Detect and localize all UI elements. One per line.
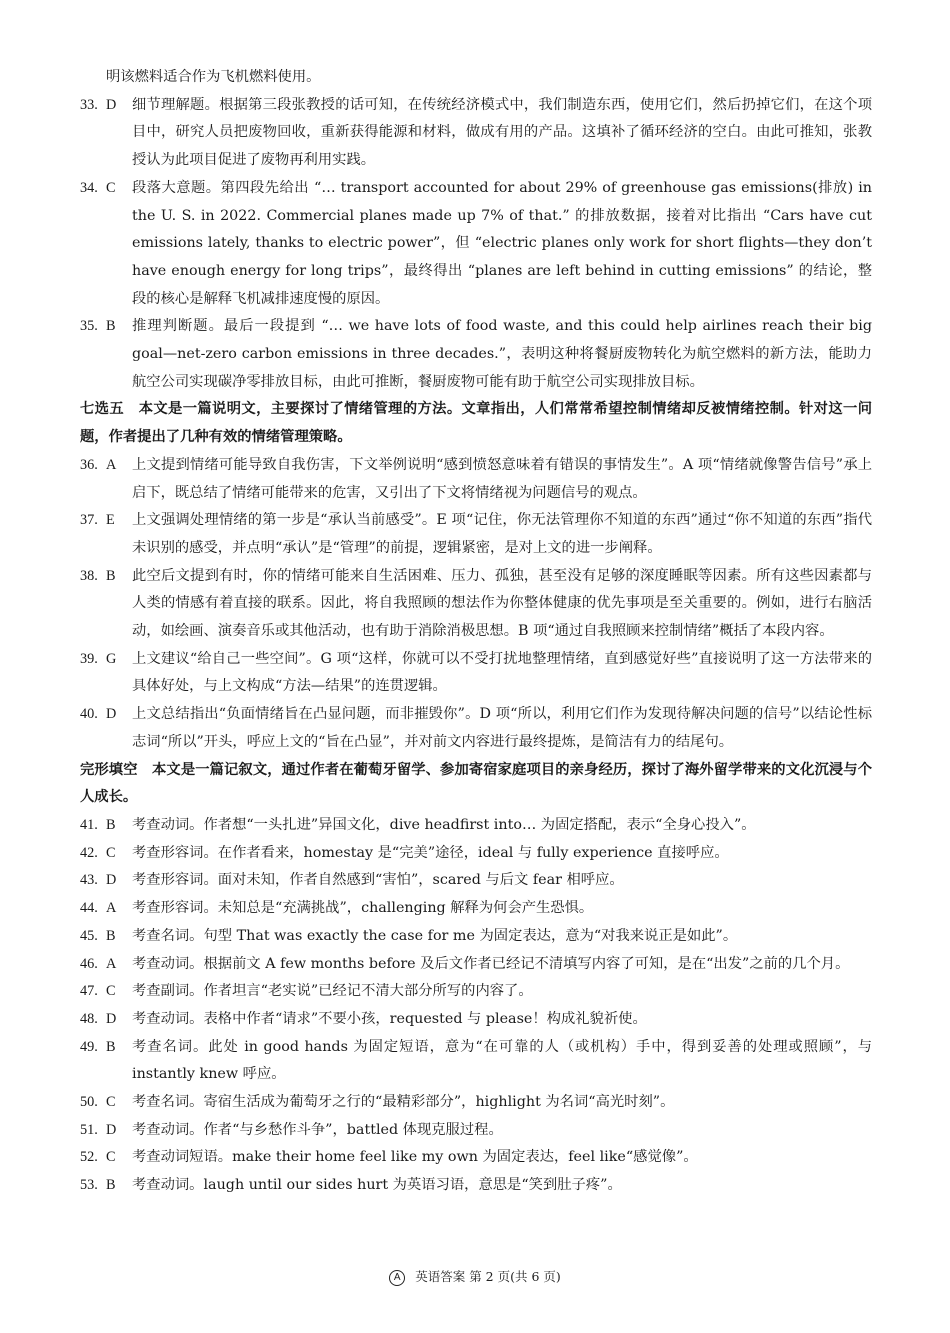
answer-item bbox=[80, 1034, 872, 1089]
answer-explanation: 考查动词。表格中作者“请求”不要小孩，requested 与 please！构成礼貌祈使。 bbox=[132, 1010, 647, 1027]
question-number: 37. bbox=[80, 512, 98, 529]
answer-explanation: 考查动词。laugh until our sides hurt 为英语习语，意思是“笑到肚子疼”。 bbox=[132, 1177, 622, 1194]
answer-letter: B bbox=[106, 1177, 116, 1194]
answer-letter: B bbox=[106, 927, 116, 944]
answer-letter: A bbox=[106, 900, 117, 917]
question-number: 48. bbox=[80, 1010, 98, 1027]
answer-letter: A bbox=[106, 456, 117, 473]
answer-letter: D bbox=[106, 872, 117, 889]
answer-item bbox=[80, 951, 872, 979]
answer-letter: C bbox=[106, 1149, 116, 1166]
answer-explanation: 推理判断题。最后一段提到 “… we have lots of food waste, and this could help airlines reach their big goal—net-zero carbon emissions in three decades.”，表明这种将餐厨废物转化为航空燃料的新方法，能助力航空公司实现碳净零排放目标，由此可推断，餐厨废物可能有助于航空公司实现排放目标。 bbox=[132, 318, 872, 390]
answer-item bbox=[80, 175, 872, 314]
question-number: 47. bbox=[80, 983, 98, 1000]
question-number: 53. bbox=[80, 1177, 98, 1194]
cloze-answers bbox=[80, 812, 872, 1200]
answer-item bbox=[80, 1117, 872, 1145]
answer-item bbox=[80, 1006, 872, 1034]
page-footer bbox=[0, 1269, 950, 1286]
question-number: 33. bbox=[80, 96, 98, 113]
answer-explanation: 考查形容词。未知总是“充满挑战”，challenging 解释为何会产生恐惧。 bbox=[132, 900, 594, 917]
question-number: 40. bbox=[80, 706, 98, 723]
answer-explanation: 考查副词。作者坦言“老实说”已经记不清大部分所写的内容了。 bbox=[132, 983, 533, 1000]
question-number: 50. bbox=[80, 1094, 98, 1111]
answer-item bbox=[80, 1089, 872, 1117]
answer-letter: B bbox=[106, 318, 116, 335]
question-number: 45. bbox=[80, 927, 98, 944]
answer-letter: D bbox=[106, 1121, 117, 1138]
answer-explanation: 此空后文提到有时，你的情绪可能来自生活困难、压力、孤独，甚至没有足够的深度睡眠等因素。所有这些因素都与人类的情感有着直接的联系。因此，将自我照顾的想法作为你整体健康的优先事项是至关重要的。例如，进行右脑活动，如绘画、演奏音乐或其他活动，也有助于消除消极思想。B 项“通过自我照顾来控制情绪”概括了本段内容。 bbox=[132, 567, 872, 640]
answer-explanation: 段落大意题。第四段先给出 “… transport accounted for about 29% of greenhouse gas emissions(排放) in the U. S. in 2022. Commercial planes made up 7% of that.” 的排放数据，接着对比指出 “Cars have cut emissions lately, thanks to electric power”，但 “electric planes only work for short flights—they don’t have enough energy for long trips”，最终得出 “planes are left behind in cutting emissions” 的结论，整段的核心是解释飞机减排速度慢的原因。 bbox=[132, 179, 872, 307]
answer-item bbox=[80, 507, 872, 562]
question-number: 39. bbox=[80, 650, 98, 667]
question-number: 42. bbox=[80, 844, 98, 861]
answer-letter: C bbox=[106, 844, 116, 861]
question-number: 46. bbox=[80, 955, 98, 972]
answer-letter: C bbox=[106, 983, 116, 1000]
answer-letter: D bbox=[106, 96, 117, 113]
answer-letter: A bbox=[106, 955, 117, 972]
answer-item bbox=[80, 1172, 872, 1200]
question-number: 43. bbox=[80, 872, 98, 889]
answer-item bbox=[80, 563, 872, 646]
answer-item bbox=[80, 895, 872, 923]
answer-letter: D bbox=[106, 706, 117, 723]
answer-letter: C bbox=[106, 1094, 116, 1111]
paper-version-badge: A bbox=[389, 1270, 405, 1286]
answer-item bbox=[80, 812, 872, 840]
section-header-qixuanwu: 七选五 本文是一篇说明文，主要探讨了情绪管理的方法。文章指出，人们常常希望控制情绪却反被情绪控制。针对这一问题，作者提出了几种有效的情绪管理策略。 bbox=[80, 401, 872, 446]
answer-item bbox=[80, 701, 872, 756]
answer-explanation: 考查动词。作者想“一头扎进”异国文化，dive headfirst into… 为固定搭配，表示“全身心投入”。 bbox=[132, 816, 756, 833]
question-number: 49. bbox=[80, 1038, 98, 1055]
answer-explanation: 考查名词。此处 in good hands 为固定短语，意为“在可靠的人（或机构）手中，得到妥善的处理或照顾”，与 instantly knew 呼应。 bbox=[132, 1038, 872, 1083]
answer-item bbox=[80, 978, 872, 1006]
answer-explanation: 考查动词。根据前文 A few months before 及后文作者已经记不清填写内容了可知，是在“出发”之前的几个月。 bbox=[132, 955, 850, 972]
question-number: 35. bbox=[80, 318, 98, 335]
answer-letter: B bbox=[106, 816, 116, 833]
question-number: 38. bbox=[80, 567, 98, 584]
answer-explanation: 上文提到情绪可能导致自我伤害，下文举例说明“感到愤怒意味着有错误的事情发生”。A 项“情绪就像警告信号”承上启下，既总结了情绪可能带来的危害，又引出了下文将情绪视为问题信号的观点。 bbox=[132, 456, 872, 501]
answer-item bbox=[80, 92, 872, 175]
answer-content bbox=[80, 64, 872, 1200]
answer-item bbox=[80, 840, 872, 868]
answer-item bbox=[80, 923, 872, 951]
answer-explanation: 上文建议“给自己一些空间”。G 项“这样，你就可以不受打扰地整理情绪，直到感觉好些”直接说明了这一方法带来的具体好处，与上文构成“方法—结果”的连贯逻辑。 bbox=[132, 650, 872, 695]
question-number: 34. bbox=[80, 179, 98, 196]
intro-line: 明该燃料适合作为飞机燃料使用。 bbox=[106, 69, 321, 85]
answer-explanation: 考查动词短语。make their home feel like my own 为固定表达，feel like“感觉像”。 bbox=[132, 1149, 698, 1166]
answer-letter: B bbox=[106, 1038, 116, 1055]
reading-answers bbox=[80, 92, 872, 397]
answer-explanation: 上文强调处理情绪的第一步是“承认当前感受”。E 项“记住，你无法管理你不知道的东西”通过“你不知道的东西”指代未识别的感受，并点明“承认”是“管理”的前提，逻辑紧密，是对上文的进一步阐释。 bbox=[132, 512, 872, 556]
answer-item bbox=[80, 452, 872, 507]
answer-explanation: 考查形容词。在作者看来，homestay 是“完美”途径，ideal 与 fully experience 直接呼应。 bbox=[132, 844, 729, 861]
question-number: 51. bbox=[80, 1121, 98, 1138]
answer-explanation: 考查形容词。面对未知，作者自然感到“害怕”，scared 与后文 fear 相呼应。 bbox=[132, 872, 624, 889]
answer-explanation: 考查动词。作者“与乡愁作斗争”，battled 体现克服过程。 bbox=[132, 1121, 503, 1138]
question-number: 41. bbox=[80, 816, 98, 833]
answer-item bbox=[80, 313, 872, 396]
answer-letter: B bbox=[106, 567, 116, 584]
answer-explanation: 细节理解题。根据第三段张教授的话可知，在传统经济模式中，我们制造东西，使用它们，然后扔掉它们，在这个项目中，研究人员把废物回收，重新获得能源和材料，做成有用的产品。这填补了循环经济的空白。由此可推知，张教授认为此项目促进了废物再利用实践。 bbox=[132, 96, 872, 169]
answer-explanation: 上文总结指出“负面情绪旨在凸显问题，而非摧毁你”。D 项“所以，利用它们作为发现待解决问题的信号”以结论性标志词“所以”开头，呼应上文的“旨在凸显”，并对前文内容进行最终提炼，是简洁有力的结尾句。 bbox=[132, 706, 872, 750]
page-number-text: 英语答案 第 2 页(共 6 页) bbox=[415, 1269, 561, 1284]
answer-item bbox=[80, 867, 872, 895]
qixuanwu-answers bbox=[80, 452, 872, 757]
question-number: 52. bbox=[80, 1149, 98, 1166]
answer-letter: E bbox=[106, 512, 115, 529]
answer-letter: D bbox=[106, 1010, 117, 1027]
answer-item bbox=[80, 646, 872, 701]
answer-letter: C bbox=[106, 179, 116, 196]
answer-explanation: 考查名词。句型 That was exactly the case for me 为固定表达，意为“对我来说正是如此”。 bbox=[132, 927, 738, 944]
answer-explanation: 考查名词。寄宿生活成为葡萄牙之行的“最精彩部分”，highlight 为名词“高光时刻”。 bbox=[132, 1094, 675, 1111]
question-number: 36. bbox=[80, 456, 98, 473]
question-number: 44. bbox=[80, 900, 98, 917]
answer-item bbox=[80, 1144, 872, 1172]
answer-letter: G bbox=[106, 650, 117, 667]
section-header-wanxing: 完形填空 本文是一篇记叙文，通过作者在葡萄牙留学、参加寄宿家庭项目的亲身经历，探讨了海外留学带来的文化沉浸与个人成长。 bbox=[80, 761, 872, 806]
